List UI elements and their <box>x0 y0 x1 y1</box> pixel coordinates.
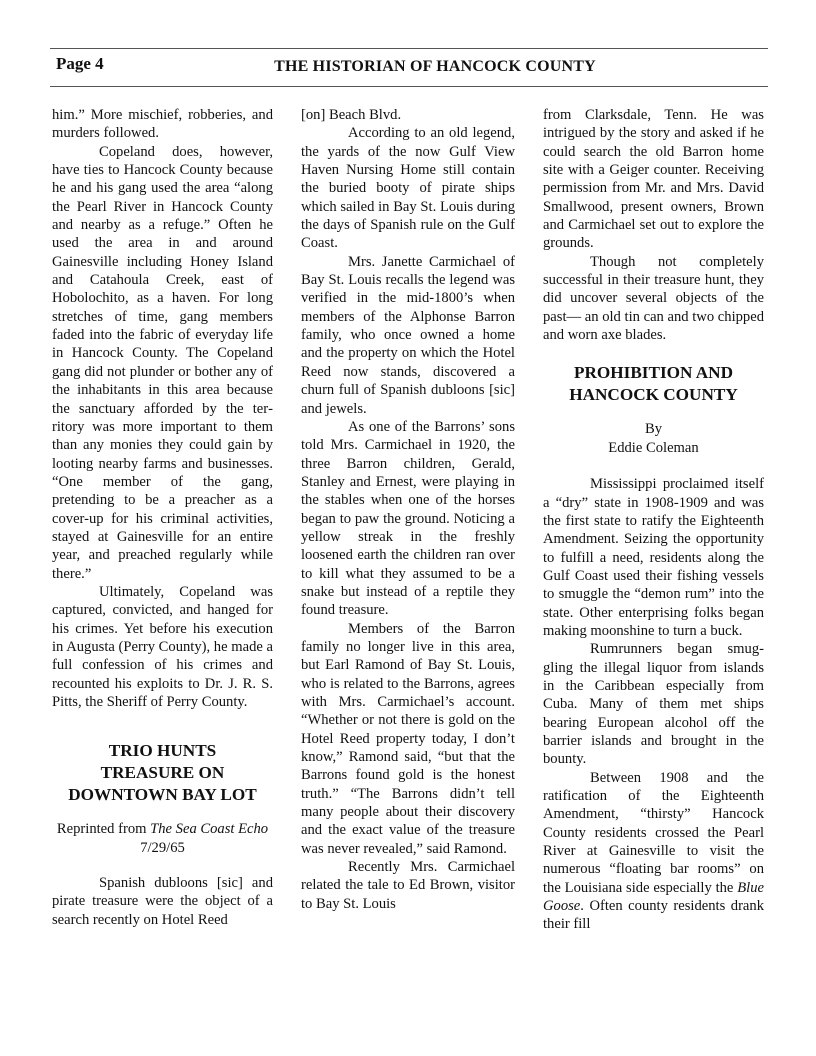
col2-paragraph-4: As one of the Barrons’ sons told Mrs. Carmichael in 1920, the three Barron children, Gerald, Stanley and Ernest, were playing in the stables when one of the horses began to paw the ground. Noticing a yellow streak in the freshly loosened earth the children ran over to kill what they assumed to be a snake but instead of a reptile they found treasure. <box>301 418 515 619</box>
byline-author: Eddie Coleman <box>608 439 699 456</box>
col2-paragraph-2: According to an old legend, the yards of the now Gulf View Haven Nursing Home still contain the buried booty of pirate ships which sailed in Bay St. Louis during the days of Spanish rule on the Gulf Coast. <box>301 125 515 252</box>
page-number: Page 4 <box>56 54 104 73</box>
source-date: 7/29/65 <box>140 839 185 856</box>
reprint-source <box>52 820 273 857</box>
column-2 <box>301 106 515 913</box>
heading-line: DOWNTOWN BAY LOT <box>68 785 257 805</box>
col2-paragraph-5: Members of the Barron family no longer live in this area, but Earl Ramond of Bay St. Louis, who is related to the Barrons, agrees with Mrs. Carmichael’s account. “Whether or not there is gold on the Hotel Reed property today, I don’t know,” Ramond said, “but that the Barrons found gold is the honest truth.” “The Barrons didn’t tell many people about their discovery and the exact value of the treasure was never revealed,” said Ramond. <box>301 620 515 857</box>
column-3 <box>543 106 764 934</box>
byline <box>543 420 764 457</box>
col3-paragraph-5 <box>543 769 764 934</box>
blue-goose-name: Blue Goose <box>543 879 764 915</box>
col2-paragraph-3: Mrs. Janette Carmichael of Bay St. Louis recalls the legend was verified in the mid-1800’s when members of the Alphonse Barron family, who once owned a home and the property on which the Hotel Reed now stands, discovered a churn full of Spanish dubloons [sic] and jewels. <box>301 253 515 417</box>
col3-paragraph-4: Rumrunners began smuggling the illegal liquor from islands in the Caribbean especially from Cuba. Many of them met ships bearing European alcohol off the barrier islands and brought in the bounty. <box>543 641 764 768</box>
col2-paragraph-1: [on] Beach Blvd. <box>301 107 402 123</box>
source-publication: The Sea Coast Echo <box>150 821 269 838</box>
col3-p5-text-b: . Often county residents drank their fill <box>543 898 764 933</box>
col3-paragraph-1: from Clarksdale, Tenn. He was intrigued by the story and asked if he could search the old Barron home site with a Geiger counter. Receiving permission from Mr. and Mrs. David Smallwood, present owners, Brown and Carmichael set out to explore the grounds. <box>543 107 764 252</box>
heading-line: TRIO HUNTS <box>108 741 217 761</box>
header-rule-bottom <box>50 86 768 87</box>
article-heading-trio-hunts <box>52 740 273 806</box>
col1-paragraph-1: him.” More mischief, robberies, and murders followed. <box>52 107 273 142</box>
heading-line: PROHIBITION AND <box>573 363 733 383</box>
col3-paragraph-2: Though not completely successful in their treasure hunt, they did uncover several objects of the past— an old tin can and two chipped and worn axe blades. <box>543 253 764 344</box>
column-1 <box>52 106 273 929</box>
header-rule-top <box>50 48 768 49</box>
heading-line: HANCOCK COUNTY <box>569 385 738 405</box>
article-heading-prohibition <box>543 362 764 406</box>
newsletter-title: THE HISTORIAN OF HANCOCK COUNTY <box>274 58 596 75</box>
col1-paragraph-2: Copeland does, however, have ties to Hancock County because he and his gang used the area “along the Pearl River in Hancock County and nearby as a refuge.” Often he used the area in and around Gainesville including Honey Island and Catahoula Creek, east of Hobolochito, as a haven. For long stretches of time, gang members faded into the fabric of everyday life in Hancock County. The Copeland gang did not plunder or bother any of the inhabitants in this area because the sanctuary afforded by the territory was more important to them than any monies they could gain by looting nearby farms and businesses. “One member of the gang, pretending to be a preacher as a cover-up for his criminal activities, stayed at Gainesville for an entire year, and preached regularly while there.” <box>52 143 273 582</box>
byline-by: By <box>644 421 663 438</box>
source-prefix: Reprinted from <box>56 821 151 838</box>
col3-p5-text-a: Between 1908 and the ratification of the Eighteenth Amendment, “thirsty” Hancock County residents crossed the Pearl River at Gainesville to visit the numerous “floating bar rooms” on the Louisiana side especially the <box>543 769 764 896</box>
col1-paragraph-5: Spanish dubloons [sic] and pirate treasure were the object of a search recently on Hotel Reed <box>52 875 273 928</box>
heading-line: TREASURE ON <box>100 763 225 783</box>
col1-paragraph-3: Ultimately, Copeland was captured, convicted, and hanged for his crimes. Yet before his execution in Augusta (Perry County), he made a full confession of his crimes and recounted his exploits to Dr. J. R. S. Pitts, the Sheriff of Perry County. <box>52 583 273 710</box>
col2-paragraph-6: Recently Mrs. Carmichael related the tale to Ed Brown, visitor to Bay St. Louis <box>301 859 515 912</box>
col3-paragraph-3: Mississippi proclaimed itself a “dry” state in 1908-1909 and was the first state to ratify the Eighteenth Amendment. Seizing the opportunity to fulfill a need, residents along the Gulf Coast used their fishing vessels to smuggle the “demon rum” into the state. Other enterprising folks began making moonshine to turn a buck. <box>543 476 764 639</box>
